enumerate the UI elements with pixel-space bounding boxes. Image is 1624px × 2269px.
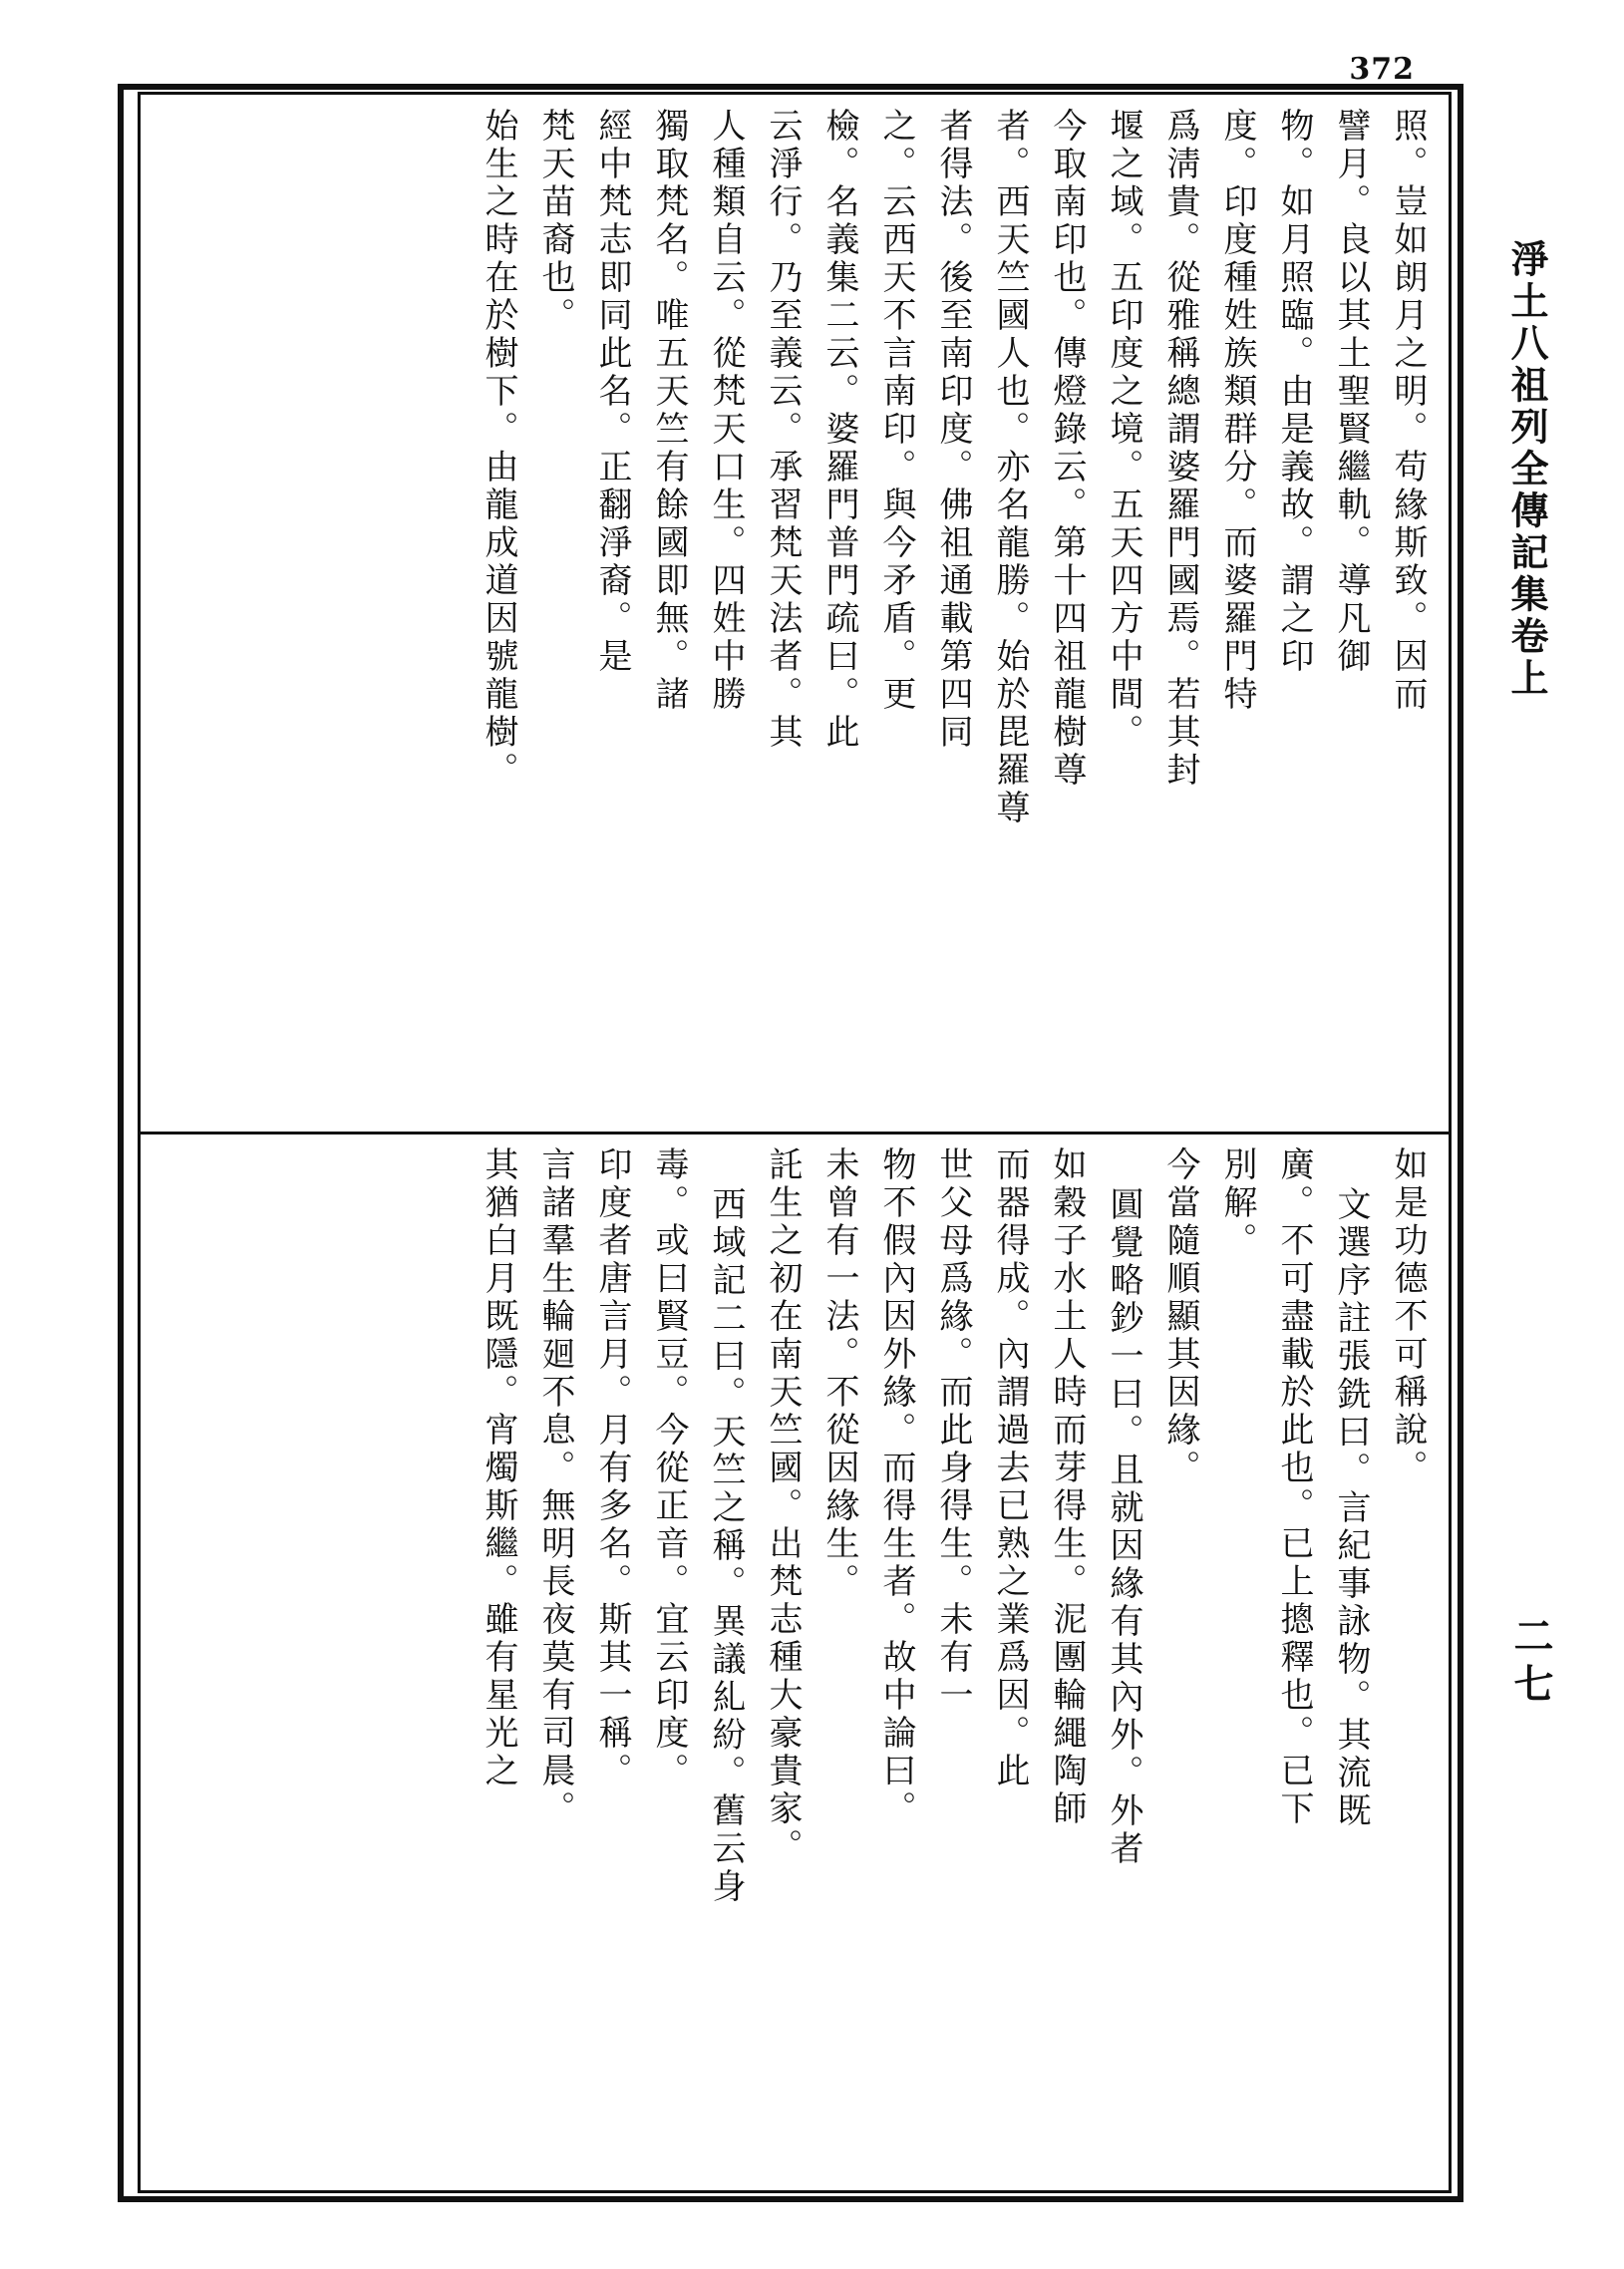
text-column: 梵天苗裔也。 — [535, 108, 575, 335]
text-column: 今取南印也。傳燈錄云。第十四祖龍樹尊 — [1047, 108, 1087, 790]
page-number: 372 — [1349, 52, 1415, 87]
text-column: 獨取梵名。唯五天竺有餘國即無。諸 — [649, 108, 689, 714]
upper-register — [160, 108, 1436, 1123]
text-column: 人種類自云。從梵天口生。四姓中勝 — [706, 108, 746, 714]
text-column: 今當隨順顯其因緣。 — [1160, 1146, 1200, 1487]
text-column: 世父母爲緣。而此身得生。未有一 — [933, 1146, 973, 1715]
text-column: 云淨行。乃至義云。承習梵天法者。其 — [763, 108, 803, 752]
running-title: 淨土八祖列全傳記集卷上 — [1504, 239, 1549, 700]
register-divider — [141, 1132, 1449, 1134]
text-column: 圓覺略鈔一曰。且就因緣有其內外。外者 — [1104, 1186, 1143, 1868]
text-column: 者得法。後至南印度。佛祖通載第四同 — [933, 108, 973, 752]
text-column: 別解。 — [1217, 1146, 1257, 1260]
text-column: 物。如月照臨。由是義故。謂之印 — [1274, 108, 1314, 676]
text-column: 之。云西天不言南印。與今矛盾。更 — [876, 108, 916, 714]
lower-register — [160, 1146, 1436, 2183]
text-column: 爲淸貴。從雅稱總謂婆羅門國焉。若其封 — [1160, 108, 1200, 790]
text-column: 廣。不可盡載於此也。已上摠釋也。已下 — [1274, 1146, 1314, 1828]
text-column: 譬月。良以其土聖賢繼軌。導凡御 — [1331, 108, 1371, 676]
text-column: 言諸羣生輪廻不息。無明長夜莫有司晨。 — [535, 1146, 575, 1828]
text-column: 如是功德不可稱說。 — [1388, 1146, 1428, 1487]
text-column: 經中梵志即同此名。正翻淨裔。是 — [592, 108, 632, 676]
text-column: 檢。名義集二云。婆羅門普門疏曰。此 — [819, 108, 859, 752]
folio: 二七 — [1507, 1615, 1554, 1711]
text-column: 始生之時在於樹下。由龍成道因號龍樹。 — [479, 108, 518, 790]
text-column: 度。印度種姓族類群分。而婆羅門特 — [1217, 108, 1257, 714]
text-column: 西域記二曰。天竺之稱。異議糺紛。舊云身 — [706, 1186, 746, 1906]
text-column: 堰之域。五印度之境。五天四方中間。 — [1104, 108, 1143, 752]
text-column: 毒。或曰賢豆。今從正音。宜云印度。 — [649, 1146, 689, 1790]
text-column: 而器得成。內謂過去已熟之業爲因。此 — [990, 1146, 1030, 1790]
text-column: 未曾有一法。不從因緣生。 — [819, 1146, 859, 1601]
text-column: 物不假內因外緣。而得生者。故中論曰。 — [876, 1146, 916, 1828]
text-column: 者。西天竺國人也。亦名龍勝。始於毘羅尊 — [990, 108, 1030, 827]
text-column: 其猶白月既隱。宵燭斯繼。雖有星光之 — [479, 1146, 518, 1790]
text-column: 照。豈如朗月之明。苟緣斯致。因而 — [1388, 108, 1428, 714]
text-column: 印度者唐言月。月有多名。斯其一稱。 — [592, 1146, 632, 1790]
text-column: 託生之初在南天竺國。出梵志種大豪貴家。 — [763, 1146, 803, 1866]
text-column: 文選序註張銑曰。言紀事詠物。其流既 — [1331, 1186, 1371, 1830]
text-column: 如穀子水土人時而芽得生。泥團輪繩陶師 — [1047, 1146, 1087, 1828]
